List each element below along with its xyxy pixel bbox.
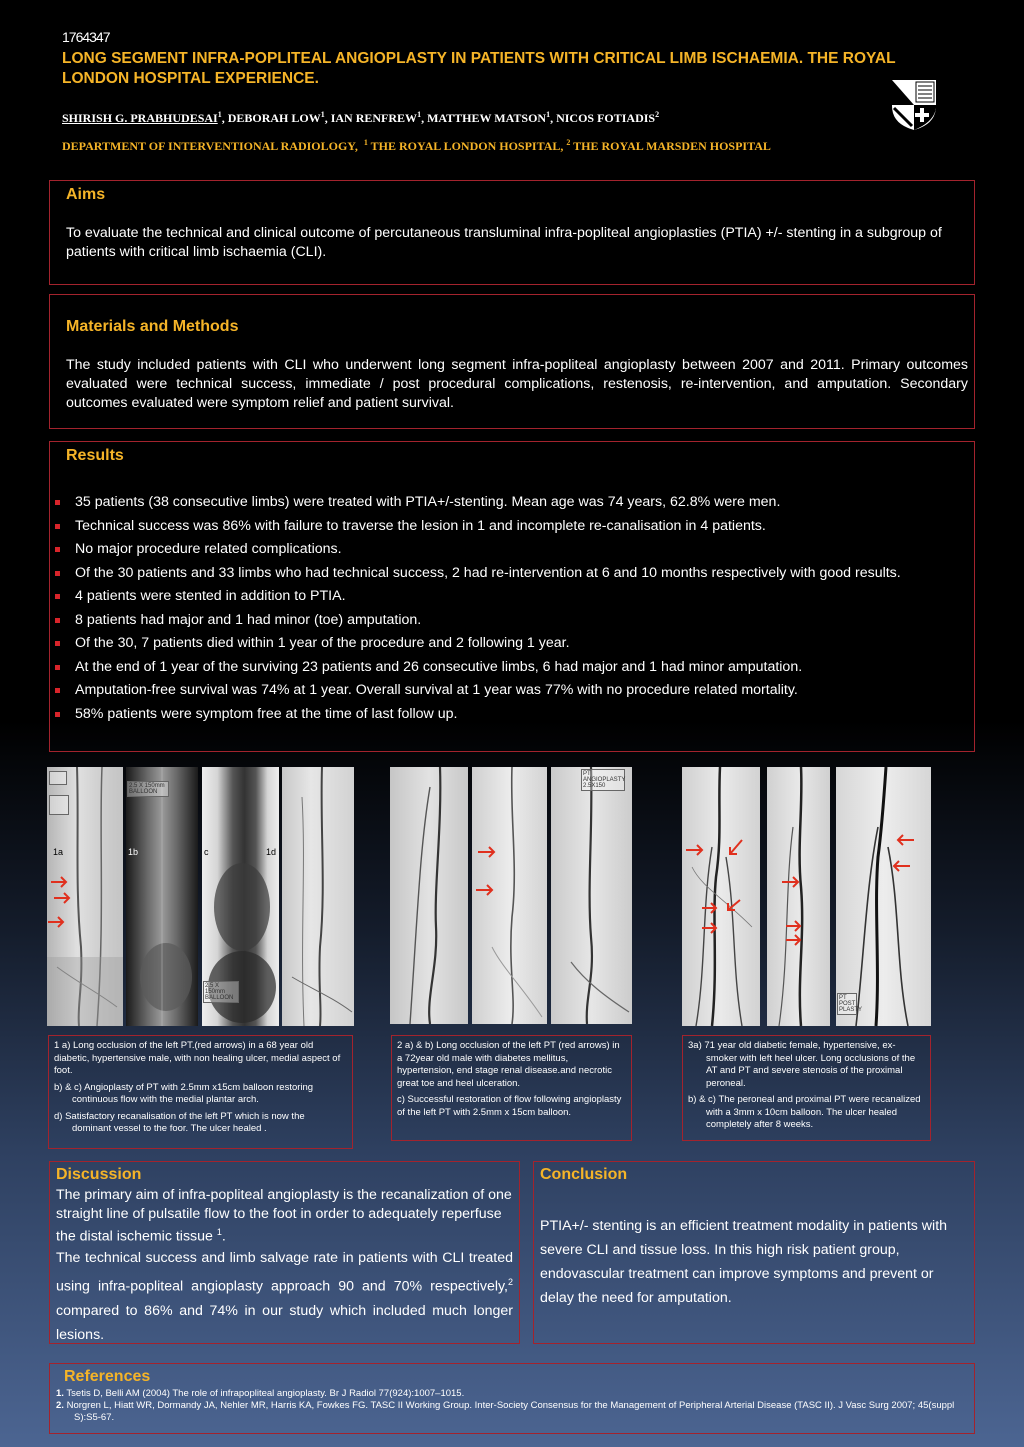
- discussion-p1-text: The primary aim of infra-popliteal angioplasty is the recanalization of one straight line of pulsatile flow to the foot in order to adequately reperfuse the distal ischemic tissue: [56, 1187, 512, 1245]
- hospital-crest-icon: [890, 78, 938, 132]
- results-item-text: Amputation-free survival was 74% at 1 year. Overall survival at 1 year was 77% with no procedure related mortality.: [75, 682, 798, 698]
- affil-sup-2: 2: [566, 138, 571, 147]
- conclusion-title: Conclusion: [540, 1166, 628, 1183]
- red-arrows-fig2: [474, 840, 504, 900]
- bullet-icon: [55, 618, 60, 623]
- angiogram-2a: [390, 767, 468, 1024]
- citation-1: 1: [216, 1227, 222, 1237]
- aims-title: Aims: [66, 186, 106, 203]
- author-affil: 2: [655, 110, 660, 119]
- results-item-text: At the end of 1 year of the surviving 23 patients and 26 consecutive limbs, 6 had major and 1 had minor amputation.: [75, 658, 803, 675]
- angiogram-1c: [202, 767, 279, 1026]
- bullet-icon: [55, 524, 60, 529]
- first-author: SHIRISH G. PRABHUDESAI: [62, 111, 218, 125]
- results-item: [55, 658, 955, 676]
- figure-label-1d: 1d: [266, 847, 277, 857]
- affil-sup-1: 1: [363, 138, 368, 147]
- author-affil: 1: [417, 110, 422, 119]
- results-item: [55, 540, 955, 558]
- author-sep: ,: [550, 111, 557, 125]
- methods-text: The study included patients with CLI who underwent long segment infra-popliteal angioplasty between 2007 and 2011. Primary outcomes evaluated were technical success, immediate / post procedural complications, restenosis, re-intervention, and amputation. Secondary outcomes evaluated were symptom relief and patient survival.: [66, 357, 968, 411]
- red-arrows-fig1: [46, 842, 86, 942]
- institution-1: THE ROYAL LONDON HOSPITAL,: [367, 139, 567, 153]
- department: DEPARTMENT OF INTERVENTIONAL RADIOLOGY,: [62, 139, 358, 153]
- bullet-icon: [55, 712, 60, 717]
- author-list: [62, 110, 659, 126]
- caption-1d: d) Satisfactory recanalisation of the left PT which is now the dominant vessel to the foor. The ulcer healed .: [54, 1110, 305, 1134]
- poster-id: 1764347: [62, 29, 110, 45]
- bullet-icon: [55, 594, 60, 599]
- angiogram-1b: [126, 767, 198, 1026]
- author-name: NICOS FOTIADIS: [556, 111, 656, 125]
- caption-2ab: 2 a) & b) Long occlusion of the left PT (red arrows) in a 72year old male with diabetes mellitus, hypertension, end stage renal disease.and necrotic great toe and heel ulceration.: [397, 1040, 620, 1089]
- bullet-icon: [55, 500, 60, 505]
- image-marker: [49, 795, 69, 815]
- pta-tag-2c: PT ANGIOPLASTY 2.5X150: [583, 771, 626, 789]
- discussion-p1: [56, 1186, 514, 1246]
- results-item-text: Of the 30, 7 patients died within 1 year of the procedure and 2 following 1 year.: [75, 635, 570, 651]
- bullet-icon: [55, 665, 60, 670]
- caption-1bc: b) & c) Angioplasty of PT with 2.5mm x15cm balloon restoring continuous flow with the medial plantar arch.: [54, 1081, 314, 1105]
- reference-item: [56, 1388, 966, 1400]
- results-list: [55, 493, 955, 728]
- institution-2: THE ROYAL MARSDEN HOSPITAL: [570, 139, 771, 153]
- caption-2: [397, 1040, 627, 1123]
- poster-title: LONG SEGMENT INFRA-POPLITEAL ANGIOPLASTY IN PATIENTS WITH CRITICAL LIMB ISCHAEMIA. THE ROYAL LONDON HOSPITAL EXPERIENCE.: [62, 50, 896, 87]
- bullet-icon: [55, 571, 60, 576]
- discussion-title: Discussion: [56, 1166, 142, 1183]
- caption-2c: c) Successful restoration of flow following angioplasty of the left PT with 2.5mm x 15cm balloon.: [397, 1094, 622, 1118]
- reference-number: 2.: [56, 1400, 64, 1411]
- discussion-p1-end: .: [221, 1228, 226, 1245]
- reference-number: 1.: [56, 1388, 64, 1399]
- results-item-text: 4 patients were stented in addition to PTIA.: [75, 588, 346, 604]
- angiogram-1d: [266, 767, 354, 1026]
- figure-label-1b: 1b: [128, 847, 139, 857]
- conclusion-text: PTIA+/- stenting is an efficient treatment modality in patients with severe CLI and tissue loss. In this high risk patient group, endovascular treatment can improve symptoms and prevent or delay the need for amputation.: [540, 1218, 948, 1306]
- author-sep: ,: [221, 111, 228, 125]
- results-item: [55, 681, 955, 699]
- author-name: MATTHEW MATSON: [427, 111, 547, 125]
- discussion-p2: [56, 1246, 513, 1347]
- results-item: [55, 493, 955, 511]
- methods-title: Materials and Methods: [66, 318, 239, 335]
- caption-3a: 3a) 71 year old diabetic female, hypertensive, ex-smoker with left heel ulcer. Long occlusions of the AT and PT and severe stenosis of the proximal peroneal.: [688, 1040, 916, 1089]
- figure-label-1c: c: [204, 847, 209, 857]
- bullet-icon: [55, 688, 60, 693]
- balloon-tag-1c: 2.5 X 150mm BALLOON: [203, 981, 239, 1003]
- results-item: [55, 611, 955, 629]
- caption-1: [54, 1040, 346, 1140]
- results-item: [55, 705, 955, 723]
- results-item-text: Of the 30 patients and 33 limbs who had technical success, 2 had re-intervention at 6 and 10 months respectively with good results.: [75, 564, 901, 581]
- red-arrows-fig3: [682, 830, 932, 950]
- bullet-icon: [55, 641, 60, 646]
- author-name: IAN RENFREW: [330, 111, 418, 125]
- results-title: Results: [66, 447, 124, 464]
- angiogram-2c: [551, 767, 632, 1024]
- results-item: [55, 564, 955, 582]
- caption-3bc: b) & c) The peroneal and proximal PT were recanalized with a 3mm x 10cm balloon. The ulcer healed completely after 8 weeks.: [688, 1094, 921, 1130]
- author-sep: ,: [324, 111, 331, 125]
- author-sep: ,: [421, 111, 428, 125]
- reference-text: Norgren L, Hiatt WR, Dormandy JA, Nehler MR, Harris KA, Fowkes FG. TASC II Working Group. Inter-Society Consensus for the Management of Peripheral Arterial Disease (TASC II). J Vasc Surg 2007; 45(suppl S):S5-67.: [63, 1400, 955, 1423]
- results-item: [55, 587, 955, 605]
- results-item-text: 35 patients (38 consecutive limbs) were treated with PTIA+/-stenting. Mean age was 74 years, 62.8% were men.: [75, 494, 781, 510]
- discussion-p2-end: compared to 86% and 74% in our study which included much longer lesions.: [56, 1302, 513, 1343]
- caption-1a: 1 a) Long occlusion of the left PT.(red arrows) in a 68 year old diabetic, hypertensive male, with non healing ulcer, medial aspect of foot.: [54, 1040, 341, 1076]
- image-marker: [49, 771, 67, 785]
- balloon-tag-1b: 2.5 X 150mm BALLOON: [127, 781, 169, 797]
- results-item-text: No major procedure related complications.: [75, 541, 342, 557]
- references-title: References: [64, 1368, 151, 1385]
- results-item: [55, 634, 955, 652]
- caption-3: [688, 1040, 926, 1136]
- results-item: [55, 517, 955, 535]
- citation-2: 2: [507, 1277, 513, 1287]
- author-affil: 1: [320, 110, 325, 119]
- post-tag-3c: PT POST PLASTY: [839, 995, 863, 1013]
- bullet-icon: [55, 547, 60, 552]
- aims-text: To evaluate the technical and clinical outcome of percutaneous transluminal infra-popliteal angioplasties (PTIA) +/- stenting in a subgroup of patients with critical limb ischaemia (CLI).: [66, 225, 942, 260]
- affiliation: [62, 138, 771, 154]
- author-name: DEBORAH LOW: [227, 111, 321, 125]
- discussion-p2-text: The technical success and limb salvage rate in patients with CLI treated using infra-popliteal angioplasty approach 90 and 70% respectively,: [56, 1250, 513, 1295]
- results-item-text: 8 patients had major and 1 had minor (toe) amputation.: [75, 611, 422, 628]
- first-author-affil: 1: [217, 110, 222, 119]
- references-list: [56, 1388, 966, 1424]
- figure-label-1a: 1a: [53, 847, 64, 857]
- results-item-text: Technical success was 86% with failure to traverse the lesion in 1 and incomplete re-canalisation in 4 patients.: [75, 517, 766, 534]
- reference-text: Tsetis D, Belli AM (2004) The role of infrapopliteal angioplasty. Br J Radiol 77(924):1007–1015.: [63, 1388, 465, 1399]
- reference-item: [56, 1400, 966, 1424]
- results-item-text: 58% patients were symptom free at the time of last follow up.: [75, 705, 458, 722]
- author-affil: 1: [546, 110, 551, 119]
